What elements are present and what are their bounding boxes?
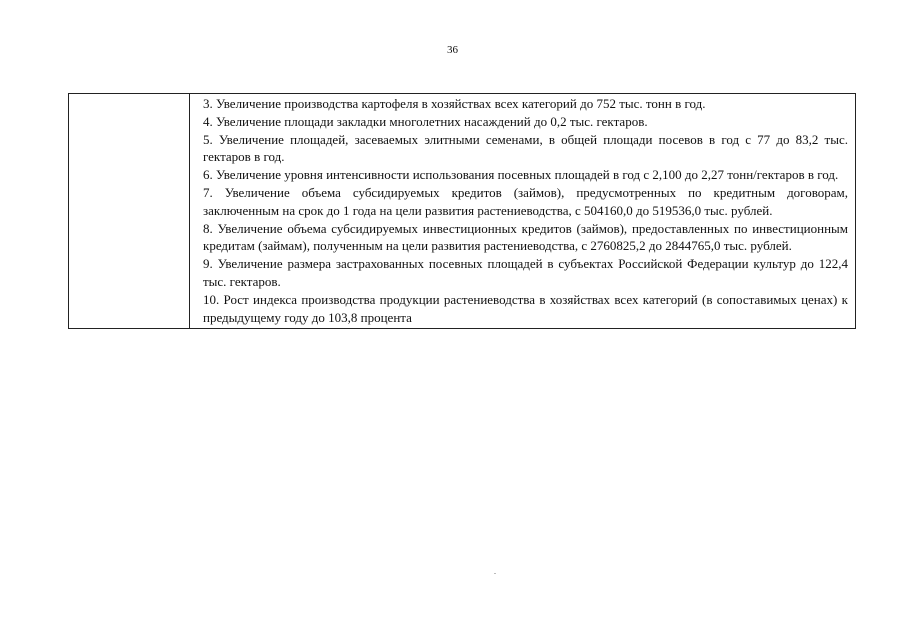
- table-row: [69, 94, 856, 329]
- list-item-5: 5. Увеличение площадей, засеваемых элитными семенами, в общей площади посевов в год с 77 до 83,2 тыс. гектаров в год.: [203, 131, 848, 165]
- list-item-7: 7. Увеличение объема субсидируемых кредитов (займов), предусмотренных по кредитным договорам, заключенным на срок до 1 года на цели развития растениеводства, с 504160,0 до 519536,0 тыс. рублей.: [203, 184, 848, 218]
- table-cell-left: [69, 94, 190, 329]
- page-number: 36: [447, 44, 458, 56]
- indicators-table: [68, 93, 856, 329]
- list-item-4: 4. Увеличение площади закладки многолетних насаждений до 0,2 тыс. гектаров.: [203, 113, 648, 129]
- table-cell-right: [190, 94, 856, 329]
- list-item-3: 3. Увеличение производства картофеля в хозяйствах всех категорий до 752 тыс. тонн в год.: [203, 96, 706, 111]
- list-item-8: 8. Увеличение объема субсидируемых инвестиционных кредитов (займов), предоставленных по инвестиционным кредитам (займам), полученным на цели развития растениеводства, с 2760825,2 до 2844765,0 тыс. рублей.: [203, 220, 848, 254]
- scan-speck: [494, 573, 496, 574]
- list-item-6: 6. Увеличение уровня интенсивности использования посевных площадей в год с 2,100 до 2,27 тонн/гектаров в год.: [203, 167, 839, 183]
- list-item-9: 9. Увеличение размера застрахованных посевных площадей в субъектах Российской Федерации культур до 122,4 тыс. гектаров.: [203, 256, 848, 289]
- list-item-10: 10. Рост индекса производства продукции растениеводства в хозяйствах всех категорий (в сопоставимых ценах) к предыдущему году до 103,8 процента: [203, 291, 848, 325]
